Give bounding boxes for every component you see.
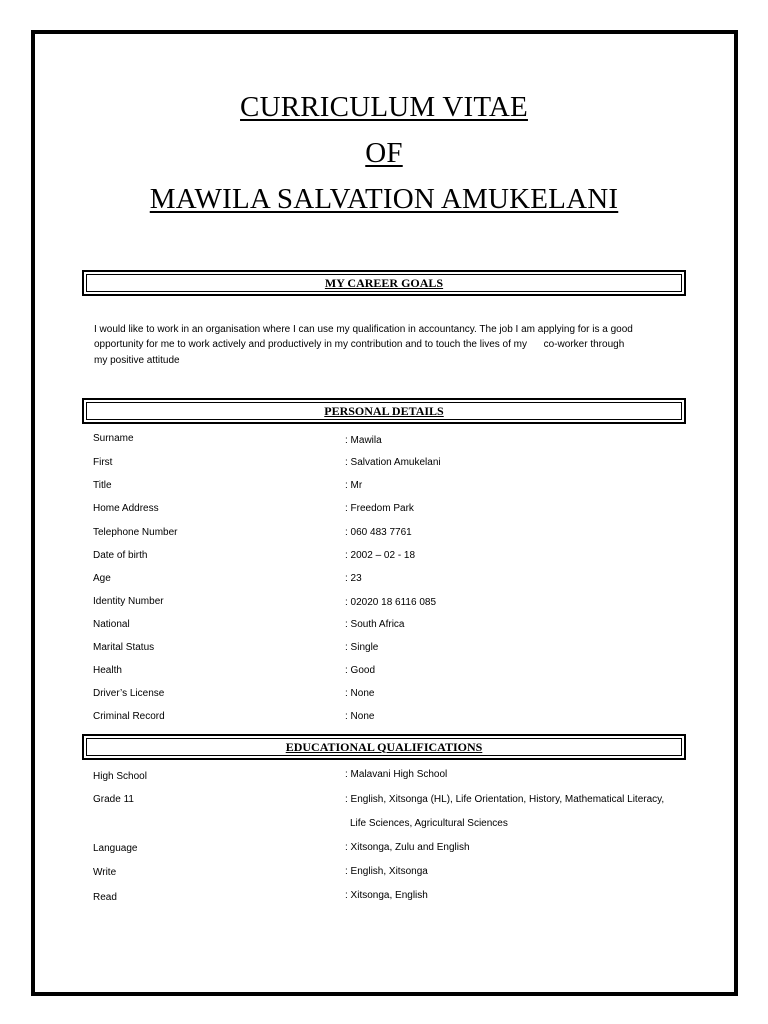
detail-value: : Mr <box>345 480 363 491</box>
detail-label: Telephone Number <box>93 527 178 538</box>
detail-value: : 02020 18 6116 085 <box>345 597 437 608</box>
detail-row-drivers-license <box>0 688 768 706</box>
detail-label: First <box>93 457 113 468</box>
detail-row-title <box>0 480 768 498</box>
education-label: Write <box>93 867 117 878</box>
education-label: Read <box>93 892 117 903</box>
detail-row-marital-status <box>0 642 768 660</box>
career-goals-line: I would like to work in an organisation where I can use my qualification in accountancy. The job I am applying for is a good <box>94 324 633 335</box>
detail-row-surname <box>0 433 768 451</box>
section-header-career-goals <box>82 270 686 296</box>
education-row-high-school <box>0 769 768 787</box>
detail-label: Health <box>93 665 122 676</box>
detail-row-telephone <box>0 527 768 545</box>
section-header-educational-qualifications <box>82 734 686 760</box>
education-value: : English, Xitsonga <box>345 866 428 877</box>
detail-row-criminal-record <box>0 711 768 729</box>
education-label: Grade 11 <box>93 794 134 805</box>
detail-label: Marital Status <box>93 642 155 653</box>
detail-value: : Mawila <box>345 435 382 446</box>
education-row-read <box>0 890 768 908</box>
detail-row-age <box>0 573 768 591</box>
detail-label: Age <box>93 573 111 584</box>
education-value-continuation: Life Sciences, Agricultural Sciences <box>350 818 508 829</box>
title-line-1: CURRICULUM VITAE <box>240 91 528 123</box>
detail-row-date-of-birth <box>0 550 768 568</box>
education-value: : Xitsonga, English <box>345 890 428 901</box>
detail-value: : Single <box>345 642 379 653</box>
title-line-3: MAWILA SALVATION AMUKELANI <box>149 183 619 215</box>
document-title <box>0 84 768 222</box>
section-heading: PERSONAL DETAILS <box>86 402 682 420</box>
education-value: : English, Xitsonga (HL), Life Orientation, History, Mathematical Literacy, <box>345 794 665 805</box>
detail-value: : Salvation Amukelani <box>345 457 441 468</box>
detail-label: Title <box>93 480 112 491</box>
education-row-write <box>0 866 768 884</box>
detail-value: : Freedom Park <box>345 503 414 514</box>
education-label: Language <box>93 843 138 854</box>
career-goals-line: opportunity for me to work actively and productively in my contribution and to touch the lives of my co-worker through <box>94 339 625 351</box>
detail-label: Identity Number <box>93 596 164 607</box>
career-goals-paragraph <box>94 322 684 368</box>
detail-value: : Good <box>345 665 376 676</box>
title-line-2: OF <box>365 137 403 169</box>
detail-row-national <box>0 619 768 637</box>
detail-row-health <box>0 665 768 683</box>
detail-value: : 060 483 7761 <box>345 527 412 538</box>
education-row-grade <box>0 794 768 812</box>
detail-row-identity-number <box>0 596 768 614</box>
detail-value: : None <box>345 711 375 722</box>
section-heading: EDUCATIONAL QUALIFICATIONS <box>86 738 682 756</box>
detail-value: : 23 <box>345 573 362 584</box>
detail-label: Surname <box>93 433 134 444</box>
detail-value: : 2002 – 02 - 18 <box>345 550 416 561</box>
detail-label: Driver’s License <box>93 688 165 699</box>
detail-value: : South Africa <box>345 619 405 630</box>
education-value: : Xitsonga, Zulu and English <box>345 842 470 853</box>
detail-row-home-address <box>0 503 768 521</box>
detail-value: : None <box>345 688 375 699</box>
section-heading: MY CAREER GOALS <box>86 274 682 292</box>
detail-label: Home Address <box>93 503 159 514</box>
section-header-personal-details <box>82 398 686 424</box>
detail-label: National <box>93 619 130 630</box>
education-label: High School <box>93 771 147 782</box>
detail-label: Criminal Record <box>93 711 165 722</box>
detail-row-first <box>0 457 768 475</box>
education-row-language <box>0 842 768 860</box>
detail-label: Date of birth <box>93 550 148 561</box>
career-goals-line: my positive attitude <box>94 354 180 366</box>
education-value: : Malavani High School <box>345 769 448 780</box>
